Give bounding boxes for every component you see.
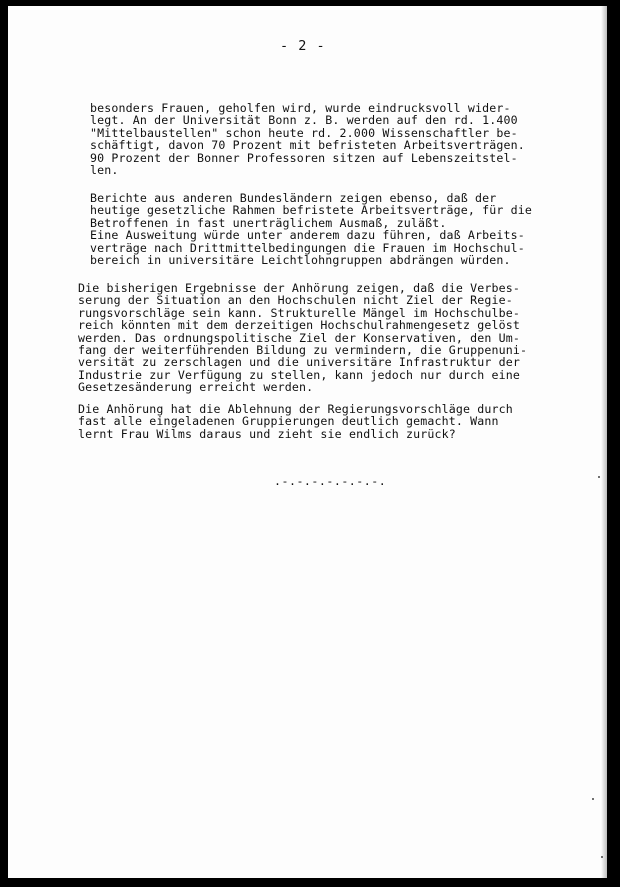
text-line: len. [90, 163, 119, 178]
text-line: werden. Das ordnungspolitische Ziel der Konservativen, den Um- [78, 330, 521, 345]
scan-speck [592, 798, 594, 800]
text-line: serung der Situation an den Hochschulen nicht Ziel der Regie- [78, 293, 513, 308]
page-number: - 2 - [280, 38, 326, 54]
text-line: 90 Prozent der Bonner Professoren sitzen auf Lebenszeitstel- [90, 150, 518, 165]
text-line: legt. An der Universität Bonn z. B. werden auf den rd. 1.400 [90, 113, 518, 128]
text-line: besonders Frauen, geholfen wird, wurde eindrucksvoll wider- [90, 101, 511, 115]
text-line: verträge nach Drittmittelbedingungen die Frauen im Hochschul- [90, 240, 525, 255]
text-line: Eine Ausweitung würde unter anderem dazu führen, daß Arbeits- [90, 228, 525, 243]
text-line: fang der weiterführenden Bildung zu vermindern, die Gruppenuni- [78, 343, 528, 358]
paragraph-3 [78, 282, 527, 394]
text-line: heutige gesetzliche Rahmen befristete Arbeitsverträge, für die [90, 203, 533, 218]
text-line: schäftigt, davon 70 Prozent mit befristeten Arbeitsverträgen. [90, 138, 525, 153]
scan-speck [601, 856, 603, 858]
text-line: versität zu zerschlagen und die universitäre Infrastruktur der [78, 355, 521, 370]
document-page [8, 6, 607, 878]
scan-speck [598, 476, 600, 478]
text-line: Berichte aus anderen Bundesländern zeigen ebenso, daß der [90, 191, 497, 205]
paragraph-4 [78, 403, 513, 440]
text-line: "Mittelbaustellen" schon heute rd. 2.000 Wissenschaftler be- [90, 125, 518, 140]
paragraph-2 [90, 192, 532, 266]
text-line: bereich in universitäre Leichtlohngruppen abdrängen würden. [90, 253, 511, 268]
end-marker: .-.-.-.-.-.-.-. [274, 474, 387, 488]
text-line: Die Anhörung hat die Ablehnung der Regierungsvorschläge durch [78, 402, 513, 416]
text-line: rungsvorschläge sein kann. Strukturelle Mängel im Hochschulbe- [78, 305, 521, 320]
text-line: fast alle eingeladenen Gruppierungen deutlich gemacht. Wann [78, 414, 499, 429]
page-edge-shadow [601, 6, 607, 878]
text-line: lernt Frau Wilms daraus und zieht sie endlich zurück? [78, 426, 456, 441]
text-line: Industrie zur Verfügung zu stellen, kann jedoch nur durch eine [78, 367, 521, 382]
text-line: Gesetzesänderung erreicht werden. [78, 380, 314, 395]
text-line: Die bisherigen Ergebnisse der Anhörung zeigen, daß die Verbes- [78, 281, 521, 295]
text-line: reich könnten mit dem derzeitigen Hochschulrahmengesetz gelöst [78, 318, 521, 333]
paragraph-1 [90, 102, 525, 176]
text-line: Betroffenen in fast unerträglichem Ausmaß, zuläßt. [90, 215, 447, 230]
